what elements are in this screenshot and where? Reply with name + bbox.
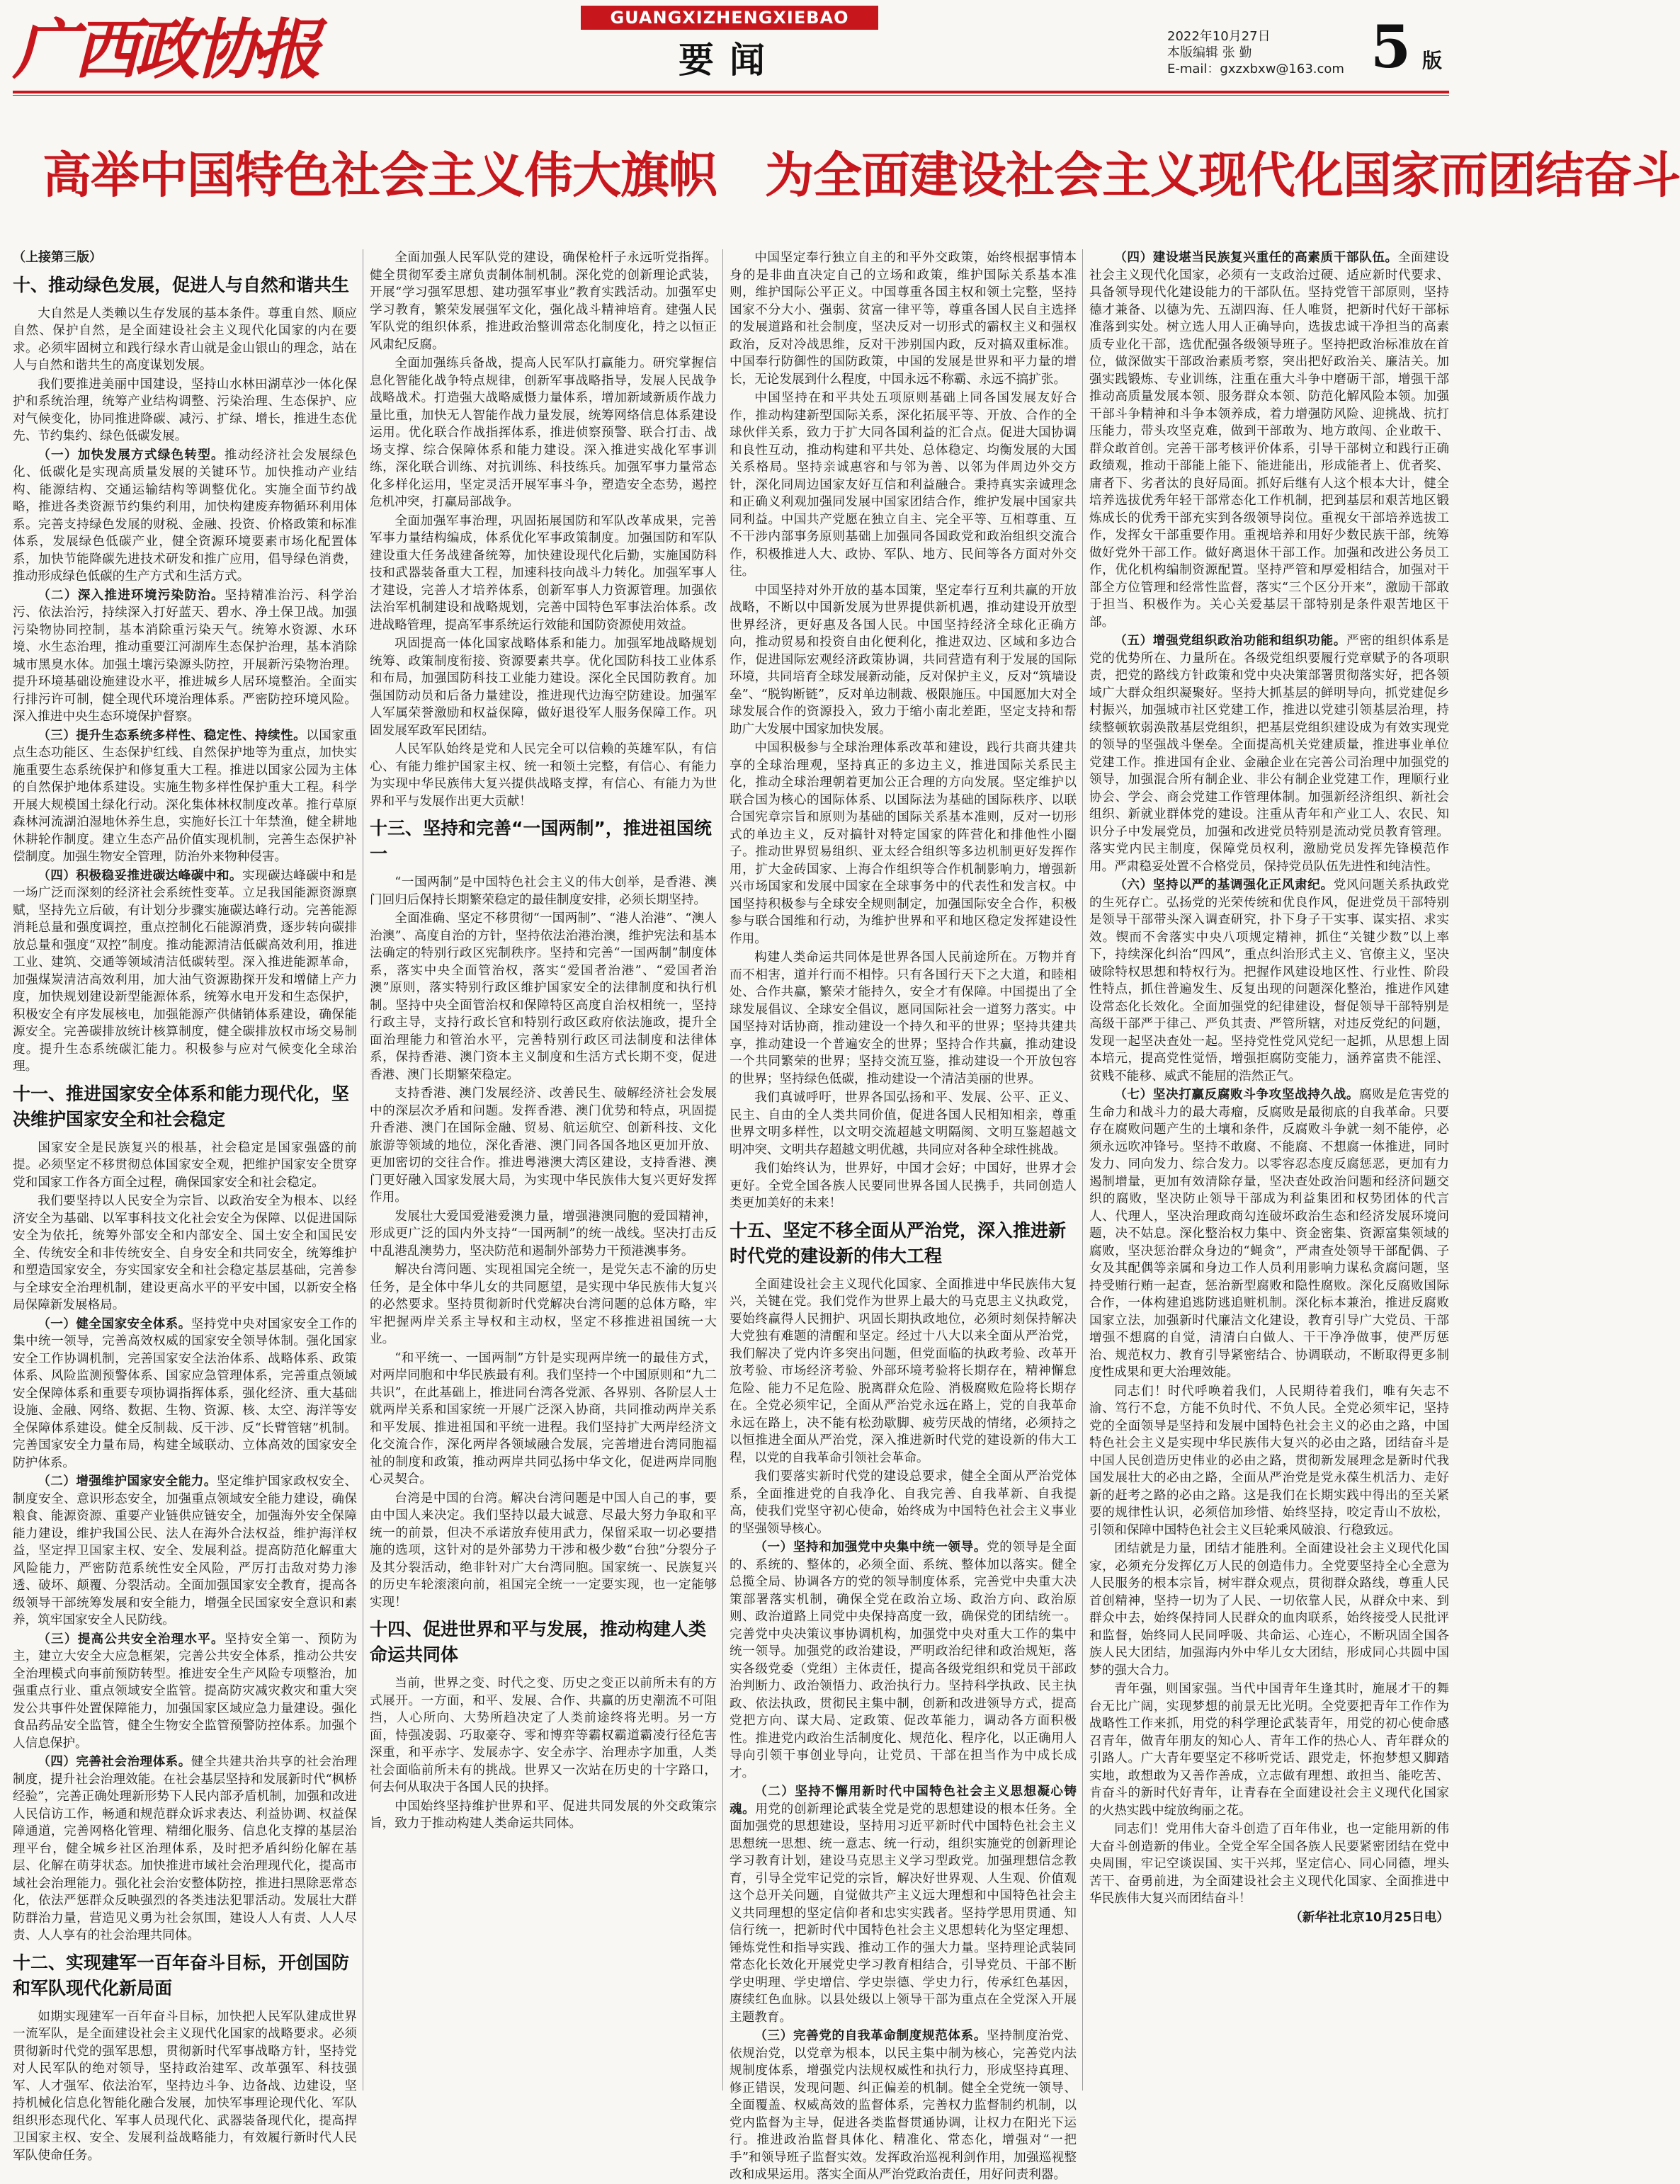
paragraph: （二）坚持不懈用新时代中国特色社会主义思想凝心铸魂。用党的创新理论武装全党是党的思想建设的根本任务。全面加强党的思想建设，坚持用习近平新时代中国特色社会主义思想统一思想、统一意志、统一行动，组织实施党的创新理论学习教育计划，建设马克思主义学习型政党。加强理想信念教育，引导全党牢记党的宗旨，解决好世界观、人生观、价值观这个总开关问题，自觉做共产主义远大理想和中国特色社会主义共同理想的坚定信仰者和忠实实践者。坚持学思用贯通、知信行统一，把新时代中国特色社会主义思想转化为坚定理想、锤炼党性和指导实践、推动工作的强大力量。坚持理论武装同常态化长效化开展党史学习教育相结合，引导党员、干部不断学史明理、学史增信、学史崇德、学史力行，传承红色基因，赓续红色血脉。以县处级以上领导干部为重点在全党深入开展主题教育。 <box>730 1785 1077 2025</box>
main-headline: 高举中国特色社会主义伟大旗帜 为全面建设社会主义现代化国家而团结奋斗 <box>42 147 1680 204</box>
paragraph: 我们真诚呼吁，世界各国弘扬和平、发展、公平、正义、民主、自由的全人类共同价值，促进各国人民相知相亲，尊重世界文明多样性，以文明交流超越文明隔阂、文明互鉴超越文明冲突、文明共存超越文明优越，共同应对各种全球性挑战。 <box>730 1091 1077 1157</box>
paragraph: 团结就是力量，团结才能胜利。全面建设社会主义现代化国家，必须充分发挥亿万人民的创造伟力。全党要坚持全心全意为人民服务的根本宗旨，树牢群众观点，贯彻群众路线，尊重人民首创精神，坚持一切为了人民、一切依靠人民，从群众中来、到群众中去，始终保持同人民群众的血肉联系，始终接受人民批评和监督，始终同人民同呼吸、共命运、心连心，不断巩固全国各族人民大团结，加强海内外中华儿女大团结，形成同心共圆中国梦的强大合力。 <box>1089 1542 1449 1678</box>
section-14-title: 十四、促进世界和平与发展，推动构建人类命运共同体 <box>370 1619 707 1665</box>
subsection-label: （四）建设堪当民族复兴重任的高素质干部队伍。 <box>1114 251 1398 265</box>
paragraph: （二）增强维护国家安全能力。坚定维护国家政权安全、制度安全、意识形态安全，加强重点领域安全能力建设，确保粮食、能源资源、重要产业链供应链安全，加强海外安全保障能力建设，维护我国公民、法人在海外合法权益，维护海洋权益，坚定捍卫国家主权、安全、发展利益。提高防范化解重大风险能力，严密防范系统性安全风险，严厉打击敌对势力渗透、破坏、颠覆、分裂活动。全面加强国家安全教育，提高各级领导干部统筹发展和安全能力，增强全民国家安全意识和素养，筑牢国家安全人民防线。 <box>13 1474 357 1627</box>
paragraph: 我们要推进美丽中国建设，坚持山水林田湖草沙一体化保护和系统治理，统筹产业结构调整、污染治理、生态保护、应对气候变化，协同推进降碳、减污、扩绿、增长，推进生态优先、节约集约、绿色低碳发展。 <box>13 377 357 443</box>
paragraph: （二）深入推进环境污染防治。坚持精准治污、科学治污、依法治污，持续深入打好蓝天、碧水、净土保卫战。加强污染物协同控制，基本消除重污染天气。统筹水资源、水环境、水生态治理，推动重要江河湖库生态保护治理，基本消除城市黑臭水体。加强土壤污染源头防控，开展新污染物治理。提升环境基础设施建设水平，推进城乡人居环境整治。全面实行排污许可制，健全现代环境治理体系。严密防控环境风险。深入推进中央生态环境保护督察。 <box>13 588 357 724</box>
news-source: （新华社北京10月25日电） <box>1290 1910 1449 1925</box>
paragraph: （六）坚持以严的基调强化正风肃纪。党风问题关系执政党的生死存亡。弘扬党的光荣传统和优良作风，促进党员干部特别是领导干部带头深入调查研究，扑下身子干实事、谋实招、求实效。锲而不舍落实中央八项规定精神，抓住“关键少数”以上率下，持续深化纠治“四风”，重点纠治形式主义、官僚主义，坚决破除特权思想和特权行为。把握作风建设地区性、行业性、阶段性特点，抓住普遍发生、反复出现的问题深化整治，推进作风建设常态化长效化。全面加强党的纪律建设，督促领导干部特别是高级干部严于律己、严负其责、严管所辖，对违反党纪的问题，发现一起坚决查处一起。坚持党性党风党纪一起抓，从思想上固本培元，提高党性觉悟，增强拒腐防变能力，涵养富贵不能淫、贫贱不能移、威武不能屈的浩然正气。 <box>1089 878 1449 1084</box>
subsection-label: （一）健全国家安全体系。 <box>38 1316 191 1331</box>
subsection-label: （五）增强党组织政治功能和组织功能。 <box>1114 634 1346 648</box>
article-column-2 <box>370 249 717 2091</box>
paragraph: （三）完善党的自我革命制度规范体系。坚持制度治党、依规治党，以党章为根本，以民主集中制为核心，完善党内法规制度体系，增强党内法规权威性和执行力，形成坚持真理、修正错误，发现问题、纠正偏差的机制。健全全党统一领导、全面覆盖、权威高效的监督体系，完善权力监督制约机制，以党内监督为主导，促进各类监督贯通协调，让权力在阳光下运行。推进政治监督具体化、精准化、常态化，增强对“一把手”和领导班子监督实效。发挥政治巡视利剑作用，加强巡视整改和成果运用。落实全面从严治党政治责任，用好问责利器。 <box>730 2029 1077 2182</box>
subsection-label: （三）提升生态系统多样性、稳定性、持续性。 <box>38 728 307 743</box>
article-column-3 <box>730 249 1077 2182</box>
section-11-title: 十一、推进国家安全体系和能力现代化，坚决维护国家安全和社会稳定 <box>13 1083 350 1130</box>
article-column-1 <box>13 249 357 2163</box>
section-12-title: 十二、实现建军一百年奋斗目标，开创国防和军队现代化新局面 <box>13 1952 350 1998</box>
newspaper-pinyin-title: GUANGXIZHENGXIEBAO <box>581 6 878 30</box>
paragraph: 同志们！党用伟大奋斗创造了百年伟业，也一定能用新的伟大奋斗创造新的伟业。全党全军全国各族人民要紧密团结在党中央周围，牢记空谈误国、实干兴邦，坚定信心、同心同德，埋头苦干、奋勇前进，为全面建设社会主义现代化国家、全面推进中华民族伟大复兴而团结奋斗！ <box>1089 1822 1449 1906</box>
paragraph: 同志们！时代呼唤着我们，人民期待着我们，唯有矢志不渝、笃行不怠，方能不负时代、不负人民。全党必须牢记，坚持党的全面领导是坚持和发展中国特色社会主义的必由之路，中国特色社会主义是实现中华民族伟大复兴的必由之路，团结奋斗是中国人民创造历史伟业的必由之路，贯彻新发展理念是新时代我国发展壮大的必由之路，全面从严治党是党永葆生机活力、走好新的赶考之路的必由之路。这是我们在长期实践中得出的至关紧要的规律性认识，必须倍加珍惜、始终坚持，咬定青山不放松，引领和保障中国特色社会主义巨轮乘风破浪、行稳致远。 <box>1089 1384 1449 1537</box>
paragraph: 全面准确、坚定不移贯彻“一国两制”、“港人治港”、“澳人治澳”、高度自治的方针，坚持依法治港治澳，维护宪法和基本法确定的特别行政区宪制秩序。坚持和完善“一国两制”制度体系，落实中央全面管治权，落实“爱国者治港”、“爱国者治澳”原则，落实特别行政区维护国家安全的法律制度和执行机制。坚持中央全面管治权和保障特区高度自治权相统一，坚持行政主导，支持行政长官和特别行政区政府依法施政，提升全面治理能力和管治水平，完善特别行政区司法制度和法律体系，保持香港、澳门资本主义制度和生活方式长期不变，促进香港、澳门长期繁荣稳定。 <box>370 911 717 1082</box>
paragraph: 当前，世界之变、时代之变、历史之变正以前所未有的方式展开。一方面，和平、发展、合作、共赢的历史潮流不可阻挡，人心所向、大势所趋决定了人类前途终将光明。另一方面，恃强凌弱、巧取豪夺、零和博弈等霸权霸道霸凌行径危害深重，和平赤字、发展赤字、安全赤字、治理赤字加重，人类社会面临前所未有的挑战。世界又一次站在历史的十字路口，何去何从取决于各国人民的抉择。 <box>370 1676 717 1795</box>
paragraph: 人民军队始终是党和人民完全可以信赖的英雄军队，有信心、有能力维护国家主权、统一和领土完整，有信心、有能力为实现中华民族伟大复兴提供战略支撑，有信心、有能力为世界和平与发展作出更大贡献！ <box>370 742 717 809</box>
paragraph: 构建人类命运共同体是世界各国人民前途所在。万物并育而不相害，道并行而不相悖。只有各国行天下之大道，和睦相处、合作共赢，繁荣才能持久，安全才有保障。中国提出了全球发展倡议、全球安全倡议，愿同国际社会一道努力落实。中国坚持对话协商，推动建设一个持久和平的世界；坚持共建共享，推动建设一个普遍安全的世界；坚持合作共赢，推动建设一个共同繁荣的世界；坚持交流互鉴，推动建设一个开放包容的世界；坚持绿色低碳，推动建设一个清洁美丽的世界。 <box>730 950 1077 1086</box>
masthead-divider-thin <box>13 95 1449 96</box>
paragraph: 全面加强练兵备战，提高人民军队打赢能力。研究掌握信息化智能化战争特点规律，创新军事战略指导，发展人民战争战略战术。打造强大战略威慑力量体系，增加新域新质作战力量比重，加快无人智能作战力量发展，统筹网络信息体系建设运用。优化联合作战指挥体系，推进侦察预警、联合打击、战场支撑、综合保障体系和能力建设。深入推进实战化军事训练，深化联合训练、对抗训练、科技练兵。加强军事力量常态化多样化运用，坚定灵活开展军事斗争，塑造安全态势，遏控危机冲突，打赢局部战争。 <box>370 356 717 509</box>
paragraph: 我们要落实新时代党的建设总要求，健全全面从严治党体系，全面推进党的自我净化、自我完善、自我革新、自我提高，使我们党坚守初心使命，始终成为中国特色社会主义事业的坚强领导核心。 <box>730 1469 1077 1536</box>
paragraph: 如期实现建军一百年奋斗目标，加快把人民军队建成世界一流军队，是全面建设社会主义现代化国家的战略要求。必须贯彻新时代党的强军思想，贯彻新时代军事战略方针，坚持党对人民军队的绝对领导，坚持政治建军、改革强军、科技强军、人才强军、依法治军，坚持边斗争、边备战、边建设，坚持机械化信息化智能化融合发展，加快军事理论现代化、军队组织形态现代化、军事人员现代化、武器装备现代化，提高捍卫国家主权、安全、发展利益战略能力，有效履行新时代人民军队使命任务。 <box>13 2009 357 2163</box>
paragraph: 大自然是人类赖以生存发展的基本条件。尊重自然、顺应自然、保护自然，是全面建设社会主义现代化国家的内在要求。必须牢固树立和践行绿水青山就是金山银山的理念，站在人与自然和谐共生的高度谋划发展。 <box>13 306 357 372</box>
issue-date: 2022年10月27日 <box>1167 29 1271 44</box>
paragraph: 全面建设社会主义现代化国家、全面推进中华民族伟大复兴，关键在党。我们党作为世界上最大的马克思主义执政党，要始终赢得人民拥护、巩固长期执政地位，必须时刻保持解决大党独有难题的清醒和坚定。经过十八大以来全面从严治党，我们解决了党内许多突出问题，但党面临的执政考验、改革开放考验、市场经济考验、外部环境考验将长期存在，精神懈怠危险、能力不足危险、脱离群众危险、消极腐败危险将长期存在。全党必须牢记，全面从严治党永远在路上，党的自我革命永远在路上，决不能有松劲歇脚、疲劳厌战的情绪，必须持之以恒推进全面从严治党，深入推进新时代党的建设新的伟大工程，以党的自我革命引领社会革命。 <box>730 1277 1077 1465</box>
contact-email: E-mail：gxzxbxw@163.com <box>1167 62 1344 76</box>
subsection-label: （四）积极稳妥推进碳达峰碳中和。 <box>38 868 242 883</box>
paragraph: 全面加强军事治理，巩固拓展国防和军队改革成果，完善军事力量结构编成，体系优化军事政策制度。加强国防和军队建设重大任务战建备统筹，加快建设现代化后勤，实施国防科技和武器装备重大工程，加速科技向战斗力转化。加强军事人才建设，完善人才培养体系，创新军事人力资源管理。加强依法治军机制建设和战略规划，完善中国特色军事法治体系。改进战略管理，提高军事系统运行效能和国防资源使用效益。 <box>370 513 717 632</box>
page-editor: 本版编辑 张 勤 <box>1167 45 1252 60</box>
paragraph: 青年强，则国家强。当代中国青年生逢其时，施展才干的舞台无比广阔，实现梦想的前景无比光明。全党要把青年工作作为战略性工作来抓，用党的科学理论武装青年，用党的初心使命感召青年，做青年朋友的知心人、青年工作的热心人、青年群众的引路人。广大青年要坚定不移听党话、跟党走，怀抱梦想又脚踏实地，敢想敢为又善作善成，立志做有理想、敢担当、能吃苦、肯奋斗的新时代好青年，让青春在全面建设社会主义现代化国家的火热实践中绽放绚丽之花。 <box>1089 1682 1449 1818</box>
paragraph: 中国坚持对外开放的基本国策，坚定奉行互利共赢的开放战略，不断以中国新发展为世界提供新机遇，推动建设开放型世界经济，更好惠及各国人民。中国坚持经济全球化正确方向，推动贸易和投资自由化便利化，推进双边、区域和多边合作，促进国际宏观经济政策协调，共同营造有利于发展的国际环境，共同培育全球发展新动能，反对保护主义，反对“筑墙设垒”、“脱钩断链”，反对单边制裁、极限施压。中国愿加大对全球发展合作的资源投入，致力于缩小南北差距，坚定支持和帮助广大发展中国家加快发展。 <box>730 583 1077 736</box>
paragraph: （四）建设堪当民族复兴重任的高素质干部队伍。全面建设社会主义现代化国家，必须有一支政治过硬、适应新时代要求、具备领导现代化建设能力的干部队伍。坚持党管干部原则，坚持德才兼备、以德为先、五湖四海、任人唯贤，把新时代好干部标准落到实处。树立选人用人正确导向，选拔忠诚干净担当的高素质专业化干部，选优配强各级领导班子。坚持把政治标准放在首位，做深做实干部政治素质考察，突出把好政治关、廉洁关。加强实践锻炼、专业训练，注重在重大斗争中磨砺干部，增强干部推动高质量发展本领、服务群众本领、防范化解风险本领。加强干部斗争精神和斗争本领养成，着力增强防风险、迎挑战、抗打压能力，带头攻坚克难，做到干部敢为、地方敢闯、企业敢干、群众敢首创。完善干部考核评价体系，引导干部树立和践行正确政绩观，推动干部能上能下、能进能出，形成能者上、优者奖、庸者下、劣者汰的良好局面。抓好后继有人这个根本大计，健全培养选拔优秀年轻干部常态化工作机制，把到基层和艰苦地区锻炼成长的优秀干部充实到各级领导岗位。重视女干部培养选拔工作，发挥女干部重要作用。重视培养和用好少数民族干部，统筹做好党外干部工作。做好离退休干部工作。加强和改进公务员工作，优化机构编制资源配置。坚持严管和厚爱相结合，加强对干部全方位管理和经常性监督，落实“三个区分开来”，激励干部敢于担当、积极作为。关心关爱基层干部特别是条件艰苦地区干部。 <box>1089 251 1449 630</box>
section-13-title: 十三、坚持和完善“一国两制”，推进祖国统一 <box>370 818 712 864</box>
paragraph: 国家安全是民族复兴的根基，社会稳定是国家强盛的前提。必须坚定不移贯彻总体国家安全观，把维护国家安全贯穿党和国家工作各方面全过程，确保国家安全和社会稳定。 <box>13 1140 357 1190</box>
paragraph: 巩固提高一体化国家战略体系和能力。加强军地战略规划统筹、政策制度衔接、资源要素共享。优化国防科技工业体系和布局，加强国防科技工业能力建设。深化全民国防教育。加强国防动员和后备力量建设，推进现代边海空防建设。加强军人军属荣誉激励和权益保障，做好退役军人服务保障工作。巩固发展军政军民团结。 <box>370 637 717 738</box>
subsection-label: （七）坚决打赢反腐败斗争攻坚战持久战。 <box>1114 1088 1360 1102</box>
subsection-label: （四）完善社会治理体系。 <box>38 1755 191 1769</box>
paragraph: 中国坚持在和平共处五项原则基础上同各国发展友好合作，推动构建新型国际关系，深化拓展平等、开放、合作的全球伙伴关系，致力于扩大同各国利益的汇合点。促进大国协调和良性互动，推动构建和平共处、总体稳定、均衡发展的大国关系格局。坚持亲诚惠容和与邻为善、以邻为伴周边外交方针，深化同周边国家友好互信和利益融合。秉持真实亲诚理念和正确义利观加强同发展中国家团结合作，维护发展中国家共同利益。中国共产党愿在独立自主、完全平等、互相尊重、互不干涉内部事务原则基础上加强同各国政党和政治组织交流合作，积极推进人大、政协、军队、地方、民间等各方面对外交往。 <box>730 391 1077 579</box>
paragraph: 中国积极参与全球治理体系改革和建设，践行共商共建共享的全球治理观，坚持真正的多边主义，推进国际关系民主化，推动全球治理朝着更加公正合理的方向发展。坚定维护以联合国为核心的国际体系、以国际法为基础的国际秩序、以联合国宪章宗旨和原则为基础的国际关系基本准则，反对一切形式的单边主义，反对搞针对特定国家的阵营化和排他性小圈子。推动世界贸易组织、亚太经合组织等多边机制更好发挥作用，扩大金砖国家、上海合作组织等合作机制影响力，增强新兴市场国家和发展中国家在全球事务中的代表性和发言权。中国坚持积极参与全球安全规则制定，加强国际安全合作，积极参与联合国维和行动，为维护世界和平和地区稳定发挥建设性作用。 <box>730 741 1077 946</box>
continued-note: （上接第三版） <box>13 250 102 265</box>
paragraph: （四）完善社会治理体系。健全共建共治共享的社会治理制度，提升社会治理效能。在社会基层坚持和发展新时代“枫桥经验”，完善正确处理新形势下人民内部矛盾机制，加强和改进人民信访工作，畅通和规范群众诉求表达、利益协调、权益保障通道，完善网格化管理、精细化服务、信息化支撑的基层治理平台，健全城乡社区治理体系，及时把矛盾纠纷化解在基层、化解在萌芽状态。加快推进市域社会治理现代化，提高市域社会治理能力。强化社会治安整体防控，推进扫黑除恶常态化，依法严惩群众反映强烈的各类违法犯罪活动。发展壮大群防群治力量，营造见义勇为社会氛围，建设人人有责、人人尽责、人人享有的社会治理共同体。 <box>13 1755 357 1943</box>
paragraph: （四）积极稳妥推进碳达峰碳中和。实现碳达峰碳中和是一场广泛而深刻的经济社会系统性变革。立足我国能源资源禀赋，坚持先立后破，有计划分步骤实施碳达峰行动。完善能源消耗总量和强度调控，重点控制化石能源消费，逐步转向碳排放总量和强度“双控”制度。推动能源清洁低碳高效利用，推进工业、建筑、交通等领域清洁低碳转型。深入推进能源革命，加强煤炭清洁高效利用，加大油气资源勘探开发和增储上产力度，加快规划建设新型能源体系，统筹水电开发和生态保护，积极安全有序发展核电，加强能源产供储销体系建设，确保能源安全。完善碳排放统计核算制度，健全碳排放权市场交易制度。提升生态系统碳汇能力。积极参与应对气候变化全球治理。 <box>13 868 357 1074</box>
subsection-label: （三）提高公共安全治理水平。 <box>38 1632 225 1646</box>
paragraph: 解决台湾问题、实现祖国完全统一，是党矢志不渝的历史任务，是全体中华儿女的共同愿望，是实现中华民族伟大复兴的必然要求。坚持贯彻新时代党解决台湾问题的总体方略，牢牢把握两岸关系主导权和主动权，坚定不移推进祖国统一大业。 <box>370 1263 717 1346</box>
newspaper-logo: 广西政协报 <box>13 11 318 88</box>
paragraph: （一）加快发展方式绿色转型。推动经济社会发展绿色化、低碳化是实现高质量发展的关键环节。加快推动产业结构、能源结构、交通运输结构等调整优化。实施全面节约战略，推进各类资源节约集约利用，加快构建废弃物循环利用体系。完善支持绿色发展的财税、金融、投资、价格政策和标准体系，发展绿色低碳产业，健全资源环境要素市场化配置体系，加快节能降碳先进技术研发和推广应用，倡导绿色消费，推动形成绿色低碳的生产方式和生活方式。 <box>13 448 357 584</box>
paragraph: 中国始终坚持维护世界和平、促进共同发展的外交政策宗旨，致力于推动构建人类命运共同体。 <box>370 1799 717 1831</box>
article-column-4 <box>1089 249 1449 2091</box>
paragraph: 发展壮大爱国爱港爱澳力量，增强港澳同胞的爱国精神，形成更广泛的国内外支持“一国两制”的统一战线。坚决打击反中乱港乱澳势力，坚决防范和遏制外部势力干预港澳事务。 <box>370 1209 717 1258</box>
subsection-label: （三）完善党的自我革命制度规范体系。 <box>754 2029 987 2043</box>
paragraph: （三）提升生态系统多样性、稳定性、持续性。以国家重点生态功能区、生态保护红线、自然保护地等为重点，加快实施重要生态系统保护和修复重大工程。推进以国家公园为主体的自然保护地体系建设。实施生物多样性保护重大工程。科学开展大规模国土绿化行动。深化集体林权制度改革。推行草原森林河流湖泊湿地休养生息，实施好长江十年禁渔，健全耕地休耕轮作制度。建立生态产品价值实现机制，完善生态保护补偿制度。加强生物安全管理，防治外来物种侵害。 <box>13 728 357 864</box>
paragraph: “一国两制”是中国特色社会主义的伟大创举，是香港、澳门回归后保持长期繁荣稳定的最佳制度安排，必须长期坚持。 <box>370 875 717 907</box>
paragraph: （一）健全国家安全体系。坚持党中央对国家安全工作的集中统一领导，完善高效权威的国家安全领导体制。强化国家安全工作协调机制，完善国家安全法治体系、战略体系、政策体系、风险监测预警体系、国家应急管理体系，完善重点领域安全保障体系和重要专项协调指挥体系，强化经济、重大基础设施、金融、网络、数据、生物、资源、核、太空、海洋等安全保障体系建设。健全反制裁、反干涉、反“长臂管辖”机制。完善国家安全力量布局，构建全域联动、立体高效的国家安全防护体系。 <box>13 1316 357 1470</box>
paragraph: 我们要坚持以人民安全为宗旨、以政治安全为根本、以经济安全为基础、以军事科技文化社会安全为保障、以促进国际安全为依托，统筹外部安全和内部安全、国土安全和国民安全、传统安全和非传统安全、自身安全和共同安全，统筹维护和塑造国家安全，夯实国家安全和社会稳定基层基础，完善参与全球安全治理机制，建设更高水平的平安中国，以新安全格局保障新发展格局。 <box>13 1194 357 1312</box>
paragraph: （三）提高公共安全治理水平。坚持安全第一、预防为主，建立大安全大应急框架，完善公共安全体系，推动公共安全治理模式向事前预防转型。推进安全生产风险专项整治，加强重点行业、重点领域安全监管。提高防灾减灾救灾和重大突发公共事件处置保障能力，加强国家区域应急力量建设。强化食品药品安全监管，健全生物安全监管预警防控体系。加强个人信息保护。 <box>13 1632 357 1751</box>
column-divider <box>722 249 723 2091</box>
paragraph: “和平统一、一国两制”方针是实现两岸统一的最佳方式，对两岸同胞和中华民族最有利。我们坚持一个中国原则和“九二共识”，在此基础上，推进同台湾各党派、各界别、各阶层人士就两岸关系和国家统一开展广泛深入协商，共同推动两岸关系和平发展、推进祖国和平统一进程。我们坚持扩大两岸经济文化交流合作，深化两岸各领域融合发展，完善增进台湾同胞福祉的制度和政策，推动两岸共同弘扬中华文化，促进两岸同胞心灵契合。 <box>370 1350 717 1486</box>
paragraph: 台湾是中国的台湾。解决台湾问题是中国人自己的事，要由中国人来决定。我们坚持以最大诚意、尽最大努力争取和平统一的前景，但决不承诺放弃使用武力，保留采取一切必要措施的选项，这针对的是外部势力干涉和极少数“台独”分裂分子及其分裂活动，绝非针对广大台湾同胞。国家统一、民族复兴的历史车轮滚滚向前，祖国完全统一一定要实现，也一定能够实现！ <box>370 1491 717 1610</box>
masthead <box>0 0 1462 96</box>
subsection-label: （一）坚持和加强党中央集中统一领导。 <box>754 1540 987 1554</box>
paragraph: 支持香港、澳门发展经济、改善民生、破解经济社会发展中的深层次矛盾和问题。发挥香港、澳门优势和特点，巩固提升香港、澳门在国际金融、贸易、航运航空、创新科技、文化旅游等领域的地位，深化香港、澳门同各国各地区更加开放、更加密切的交往合作。推进粤港澳大湾区建设，支持香港、澳门更好融入国家发展大局，为实现中华民族伟大复兴更好发挥作用。 <box>370 1086 717 1205</box>
column-divider <box>1082 249 1083 2091</box>
section-10-title: 十、推动绿色发展，促进人与自然和谐共生 <box>13 274 350 295</box>
paragraph: （五）增强党组织政治功能和组织功能。严密的组织体系是党的优势所在、力量所在。各级党组织要履行党章赋予的各项职责，把党的路线方针政策和党中央决策部署贯彻落实好，把各领域广大群众组织凝聚好。坚持大抓基层的鲜明导向，抓党建促乡村振兴，加强城市社区党建工作，推进以党建引领基层治理，持续整顿软弱涣散基层党组织，把基层党组织建设成为有效实现党的领导的坚强战斗堡垒。全面提高机关党建质量，推进事业单位党建工作。推进国有企业、金融企业在完善公司治理中加强党的领导，加强混合所有制企业、非公有制企业党建工作，理顺行业协会、学会、商会党建工作管理体制。加强新经济组织、新社会组织、新就业群体党的建设。注重从青年和产业工人、农民、知识分子中发展党员，加强和改进党员特别是流动党员教育管理。落实党内民主制度，保障党员权利，激励党员发挥先锋模范作用。严肃稳妥处置不合格党员，保持党员队伍先进性和纯洁性。 <box>1089 634 1449 874</box>
subsection-label: （六）坚持以严的基调强化正风肃纪。 <box>1114 878 1334 892</box>
section-15-title: 十五、坚定不移全面从严治党，深入推进新时代党的建设新的伟大工程 <box>730 1219 1067 1266</box>
page-number: 5 <box>1370 13 1412 81</box>
paragraph: （一）坚持和加强党中央集中统一领导。党的领导是全面的、系统的、整体的，必须全面、系统、整体加以落实。健全总揽全局、协调各方的党的领导制度体系，完善党中央重大决策部署落实机制，确保全党在政治立场、政治方向、政治原则、政治道路上同党中央保持高度一致，确保党的团结统一。完善党中央决策议事协调机构，加强党中央对重大工作的集中统一领导。加强党的政治建设，严明政治纪律和政治规矩，落实各级党委（党组）主体责任，提高各级党组织和党员干部政治判断力、政治领悟力、政治执行力。坚持科学执政、民主执政、依法执政，贯彻民主集中制，创新和改进领导方式，提高党把方向、谋大局、定政策、促改革能力，调动各方面积极性。推进党内政治生活制度化、规范化、程序化，以正确用人导向引领干事创业导向，让党员、干部在担当作为中成长成才。 <box>730 1540 1077 1780</box>
section-title: 要闻 <box>679 40 781 81</box>
edition-info <box>1167 28 1344 77</box>
paragraph: 我们始终认为，世界好，中国才会好；中国好，世界才会更好。全党全国各族人民要同世界各国人民携手，共同创造人类更加美好的未来！ <box>730 1161 1077 1210</box>
paragraph: 全面加强人民军队党的建设，确保枪杆子永远听党指挥。健全贯彻军委主席负责制体制机制。深化党的创新理论武装，开展“学习强军思想、建功强军事业”教育实践活动。加强军史学习教育，繁荣发展强军文化，强化战斗精神培育。建强人民军队党的组织体系，推进政治整训常态化制度化，持之以恒正风肃纪反腐。 <box>370 251 717 352</box>
page-unit: 版 <box>1422 49 1443 72</box>
subsection-label: （一）加快发展方式绿色转型。 <box>38 448 225 462</box>
subsection-label: （二）深入推进环境污染防治。 <box>38 588 225 603</box>
subsection-label: （二）坚持不懈用新时代中国特色社会主义思想凝心铸魂。 <box>730 1785 1077 1816</box>
paragraph: 中国坚定奉行独立自主的和平外交政策，始终根据事情本身的是非曲直决定自己的立场和政策，维护国际关系基本准则，维护国际公平正义。中国尊重各国主权和领土完整，坚持国家不分大小、强弱、贫富一律平等，尊重各国人民自主选择的发展道路和社会制度，坚决反对一切形式的霸权主义和强权政治，反对冷战思维，反对干涉别国内政，反对搞双重标准。中国奉行防御性的国防政策，中国的发展是世界和平力量的增长，无论发展到什么程度，中国永远不称霸、永远不搞扩张。 <box>730 251 1077 387</box>
subsection-label: （二）增强维护国家安全能力。 <box>38 1474 217 1489</box>
paragraph: （七）坚决打赢反腐败斗争攻坚战持久战。腐败是危害党的生命力和战斗力的最大毒瘤，反腐败是最彻底的自我革命。只要存在腐败问题产生的土壤和条件，反腐败斗争就一刻不能停，必须永远吹冲锋号。坚持不敢腐、不能腐、不想腐一体推进，同时发力、同向发力、综合发力。以零容忍态度反腐惩恶，更加有力遏制增量，更加有效清除存量，坚决查处政治问题和经济问题交织的腐败，坚决防止领导干部成为利益集团和权势团体的代言人、代理人，坚决治理政商勾连破坏政治生态和经济发展环境问题，决不姑息。深化整治权力集中、资金密集、资源富集领域的腐败，坚决惩治群众身边的“蝇贪”，严肃查处领导干部配偶、子女及其配偶等亲属和身边工作人员利用影响力谋私贪腐问题，坚持受贿行贿一起查，惩治新型腐败和隐性腐败。深化反腐败国际合作，一体构建追逃防逃追赃机制。深化标本兼治，推进反腐败国家立法，加强新时代廉洁文化建设，教育引导广大党员、干部增强不想腐的自觉，清清白白做人、干干净净做事，使严厉惩治、规范权力、教育引导紧密结合、协调联动，不断取得更多制度性成果和更大治理效能。 <box>1089 1088 1449 1380</box>
masthead-divider <box>13 91 1449 93</box>
